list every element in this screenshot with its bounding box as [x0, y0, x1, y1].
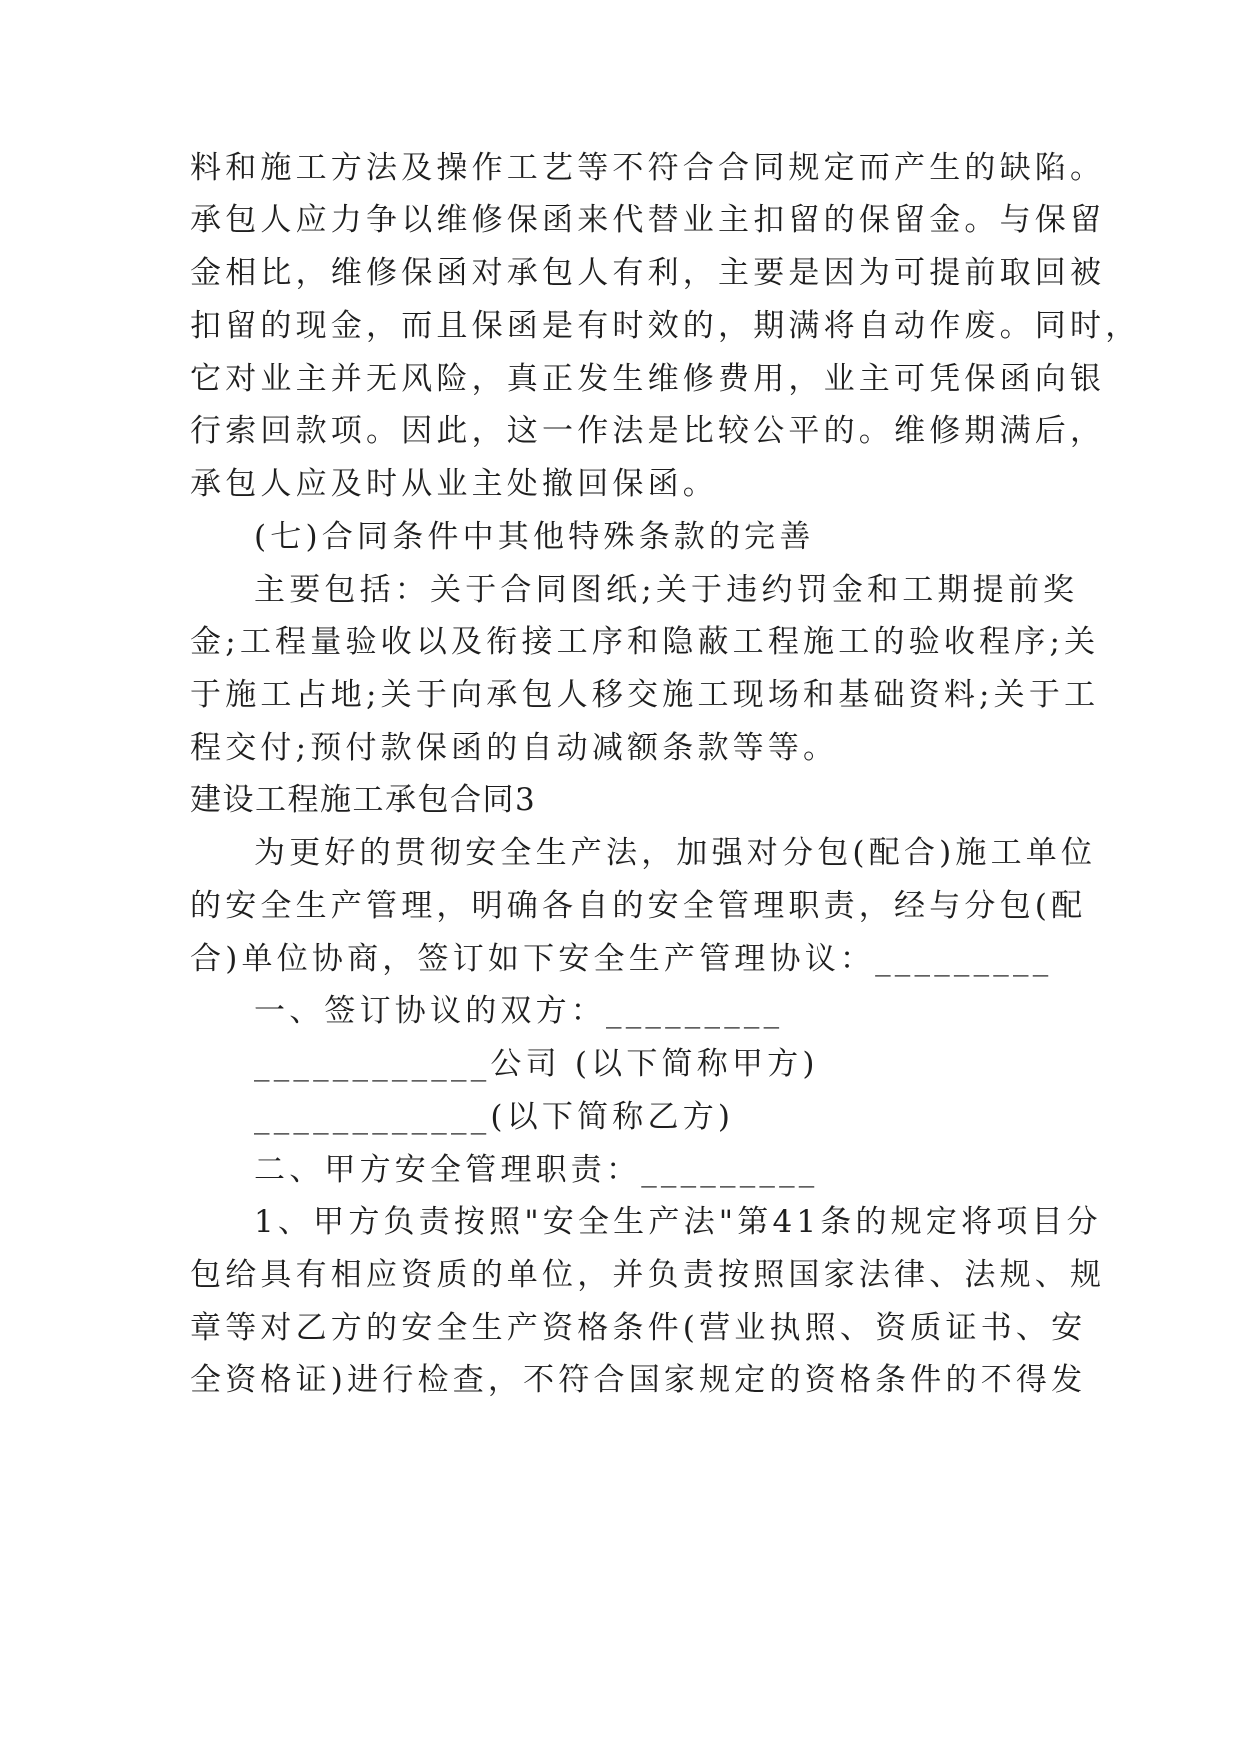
text-line: 1、甲方负责按照"安全生产法"第41条的规定将项目分: [254, 1204, 1102, 1240]
section-heading: (七)合同条件中其他特殊条款的完善: [254, 519, 815, 555]
text-line: 承包人应力争以维修保函来代替业主扣留的保留金。与保留: [190, 202, 1106, 238]
text-line: 于施工占地;关于向承包人移交施工现场和基础资料;关于工: [190, 677, 1100, 713]
text-line: 包给具有相应资质的单位，并负责按照国家法律、法规、规: [190, 1257, 1106, 1293]
text-line: 为更好的贯彻安全生产法，加强对分包(配合)施工单位: [254, 835, 1097, 871]
text-line: ____________公司 (以下简称甲方): [254, 1046, 819, 1082]
text-line: 金相比，维修保函对承包人有利，主要是因为可提前取回被: [190, 255, 1106, 291]
text-line: 合)单位协商，签订如下安全生产管理协议：_________: [190, 941, 1053, 977]
text-line: 的安全生产管理，明确各自的安全管理职责，经与分包(配: [190, 888, 1087, 924]
text-line: 全资格证)进行检查，不符合国家规定的资格条件的不得发: [190, 1362, 1087, 1398]
text-line: 料和施工方法及操作工艺等不符合合同规定而产生的缺陷。: [190, 150, 1106, 186]
text-line: 章等对乙方的安全生产资格条件(营业执照、资质证书、安: [190, 1310, 1087, 1346]
text-line: 金;工程量验收以及衔接工序和隐蔽工程施工的验收程序;关: [190, 624, 1100, 660]
text-line: 程交付;预付款保函的自动减额条款等等。: [190, 730, 839, 766]
text-line: 二、甲方安全管理职责：_________: [254, 1152, 819, 1188]
text-line: 一、签订协议的双方：_________: [254, 993, 784, 1029]
text-line: 行索回款项。因此，这一作法是比较公平的。维修期满后，: [190, 413, 1106, 449]
text-line: 它对业主并无风险，真正发生维修费用，业主可凭保函向银: [190, 361, 1106, 397]
text-line: 主要包括：关于合同图纸;关于违约罚金和工期提前奖: [254, 572, 1079, 608]
text-line: ____________(以下简称乙方): [254, 1099, 735, 1135]
text-line: 扣留的现金，而且保函是有时效的，期满将自动作废。同时，: [190, 308, 1141, 344]
document-title: 建设工程施工承包合同3: [190, 782, 537, 818]
text-line: 承包人应及时从业主处撤回保函。: [190, 466, 718, 502]
